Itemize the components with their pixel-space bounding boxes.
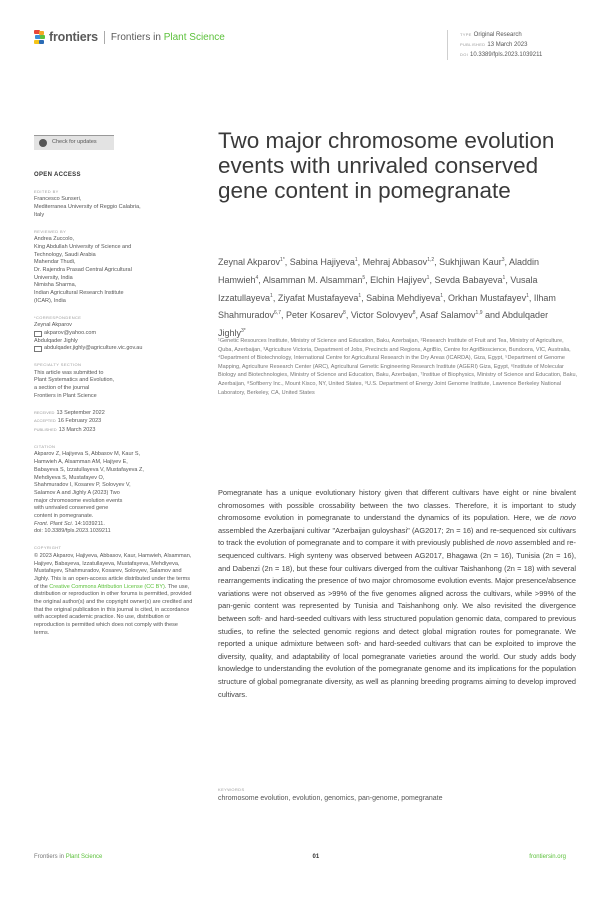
footer-site-link[interactable]: frontiersin.org	[529, 854, 566, 860]
specialty-line: Plant Systematics and Evolution,	[34, 377, 115, 384]
citation-label: CITATION	[34, 443, 56, 449]
reviewed-by-section	[34, 228, 194, 306]
footer-journal-name: Plant Science	[65, 854, 103, 860]
author-affiliation-marker: 8	[412, 310, 416, 317]
accepted-value: 16 February 2023	[57, 418, 102, 425]
sidebar	[34, 135, 194, 646]
keywords-label: KEYWORDS	[218, 787, 245, 792]
citation-line: content in pomegranate.	[34, 513, 94, 520]
specialty-line: This article was submitted to	[34, 369, 104, 376]
correspondent-email[interactable]	[34, 330, 194, 338]
author-name[interactable]: Victor Solovyev	[350, 310, 413, 321]
page-footer	[34, 854, 566, 860]
received-value: 13 September 2022	[56, 409, 105, 416]
author-affiliation-marker: 1*	[280, 257, 285, 263]
citation-line: Shahmuradov I, Kosarev P, Solovyev V,	[34, 482, 131, 489]
published-label: PUBLISHED	[34, 426, 57, 432]
author-name[interactable]: Orkhan Mustafayev	[448, 292, 527, 303]
accepted-label: ACCEPTED	[34, 418, 56, 424]
author-affiliation-marker: 1,9	[475, 310, 483, 317]
citation-line: Babayeva S, Izzatullayeva V, Mustafayeva Z,	[34, 466, 144, 473]
abstract-italic: de novo	[486, 538, 513, 548]
published-value: 13 March 2023	[487, 42, 528, 48]
crossmark-icon	[39, 139, 47, 147]
reviewer-line: Dr. Rajendra Prasad Central Agricultural	[34, 267, 132, 274]
keywords-section	[218, 787, 578, 802]
author-name[interactable]: Sevda Babayeva	[434, 274, 503, 285]
envelope-icon	[34, 346, 42, 352]
citation-journal-line	[34, 521, 194, 529]
article-type	[460, 30, 542, 40]
journal-name	[111, 32, 225, 43]
article-doi	[460, 50, 542, 60]
author-name[interactable]: Sukhjiwan Kaur	[439, 257, 502, 267]
journal-title: Plant Science	[163, 31, 225, 43]
frontiers-logo[interactable]	[34, 30, 225, 44]
author-name[interactable]: Asaf Salamov	[420, 310, 476, 321]
email-link[interactable]: abdulqader.jighly@agriculture.vic.gov.au	[44, 345, 143, 352]
copyright-text-start: © 2023 Akparov, Hajiyeva, Abbasov, Kaur, Hamwieh, Alsamman, Hajiyev, Babayeva, Izzatullayeva, Mustafayeva, Mehdiyeva, Mustafayev, Shahmuradov, Kosarev, Solovyev, Salamov and Jighly. This is an open-access article distributed under the terms of the	[34, 552, 192, 590]
published-date	[34, 426, 194, 435]
editor-line: Italy	[34, 211, 45, 218]
author-name[interactable]: Zeynal Akparov	[218, 257, 281, 267]
author-name[interactable]: Aladdin Hamwieh	[218, 257, 540, 285]
published-value: 13 March 2023	[58, 426, 96, 433]
open-access-label: OPEN ACCESS	[34, 172, 81, 178]
editor-line: Francesco Sunseri,	[34, 196, 82, 203]
citation-line: with unrivaled conserved gene	[34, 505, 109, 512]
author-affiliation-marker: 3*	[241, 328, 246, 335]
citation-line: Mehdiyeva S, Mustafayev O,	[34, 474, 105, 481]
journal-prefix: Frontiers in	[110, 31, 161, 43]
citation-section	[34, 443, 194, 536]
author-affiliation-marker: 1	[270, 292, 273, 299]
author-affiliation-marker: 4	[255, 274, 259, 281]
reviewer-line: Andrea Zuccolo,	[34, 236, 75, 243]
frontiers-logo-icon	[34, 30, 46, 44]
license-link[interactable]: Creative Commons Attribution License (CC BY)	[49, 583, 165, 590]
specialty-section	[34, 361, 194, 401]
accepted-date	[34, 417, 194, 426]
author-name[interactable]: Ilham Shahmuradov	[218, 292, 556, 321]
abstract-text: assembled and re-sequenced cultivars. High synteny was observed between AG2017, Bhagawa (2n = 16), Tunisia (2n = 16), and Dabenzi (2n = 18), but these four cultivars diverged from the cultivar Taishanhong (2n = 18) with several rearrangements indicating the presence of two major chromosome evolution events. Major presence/absence variations were not observed as >99% of the five genomes aligned across the cultivars, while >99% of the pan-genic content was represented by Tunisia and Taishanhong only. We also revisited the divergence between soft- and hard-seeded cultivars with less structured population genomic data, compared to previous studies, to refine the selected genomic regions and detect global migration routes for pomegranate. We reported a unique admixture between soft- and hard-seeded cultivars that can be exploited to improve the diversity, quality, and adaptability of local pomegranate varieties around the world. Our study adds body knowledge to understanding the evolution of the pomegranate genome and its implications for the population structure of global pomegranate diversity, as well as planning breeding programs aiming to develop improved cultivars.	[218, 538, 576, 699]
author-name[interactable]: Elchin Hajiyev	[370, 274, 427, 285]
specialty-line: Frontiers in Plant Science	[34, 392, 97, 399]
author-name[interactable]: Alsamman M. Alsamman	[262, 274, 363, 285]
correspondent-email[interactable]	[34, 345, 194, 353]
check-updates-label: Check for updates	[52, 139, 97, 146]
author-affiliation-marker: 5	[362, 274, 366, 281]
citation-volume: 14:1039211.	[73, 520, 105, 527]
correspondent-name: Abdulqader Jighly	[34, 337, 78, 344]
footer-journal	[34, 854, 102, 860]
footer-journal-prefix: Frontiers in	[34, 854, 65, 860]
author-affiliation-marker: 8	[343, 310, 346, 317]
author-name[interactable]: Mehraj Abbasov	[362, 257, 428, 267]
author-affiliation-marker: 1	[502, 274, 506, 281]
abstract	[218, 487, 576, 701]
author-name[interactable]: Peter Kosarev	[286, 310, 344, 321]
copyright-section	[34, 544, 194, 637]
author-name[interactable]: Vusala Izzatullayeva	[218, 274, 538, 303]
author-affiliation-marker: 1	[354, 257, 358, 263]
copyright-text	[34, 553, 194, 638]
author-affiliation-marker: 1	[526, 292, 529, 299]
abstract-text: assembled the Azerbaijani cultivar "Azerbaijan guloyshasi" (AG2017; 2n = 16) and re-sequenced six cultivars to track the evolution of pomegranate and to compare it with previously published	[218, 525, 576, 548]
citation-journal: Front. Plant Sci.	[34, 520, 74, 527]
page-number: 01	[312, 854, 320, 860]
citation-line: Salamov A and Jighly A (2023) Two	[34, 489, 120, 496]
logo-divider	[104, 31, 105, 44]
article-meta	[447, 30, 542, 60]
reviewed-by-label: REVIEWED BY	[34, 228, 67, 234]
citation-line: major chromosome evolution events	[34, 497, 123, 504]
email-link[interactable]: akparov@yahoo.com	[44, 329, 97, 336]
author-affiliation-marker: 6,7	[274, 310, 281, 317]
article-title: Two major chromosome evolution events with unrivaled conserved gene content in pomegranate	[218, 128, 555, 203]
received-date	[34, 409, 194, 418]
published-label: PUBLISHED	[460, 42, 486, 47]
reviewer-line: Mahendar Thudi,	[34, 259, 76, 266]
citation-line: Akparov Z, Hajiyeva S, Abbasov M, Kaur S,	[34, 451, 141, 458]
doi-label: DOI	[460, 52, 469, 57]
article-published	[460, 40, 542, 50]
specialty-label: SPECIALTY SECTION	[34, 362, 82, 368]
correspondent-name: Zeynal Akparov	[34, 322, 72, 329]
affiliations: ¹Genetic Resources Institute, Ministry of Science and Education, Baku, Azerbaijan, ²Research Institute of Fruit and Tea, Ministry of Agriculture, Quba, Azerbaijan, ³Agriculture Victoria, Department of Jobs, Precincts and Regions, AgriBio, Centre for AgriBioscience, Bundoora, VIC, Australia, ⁴Department of Biotechnology, International Centre for Agricultural Research in the Dry Areas (ICARDA), Giza, Egypt, ⁵Department of Genome Mapping, Agriculture Research Center (ARC), Agricultural Genetic Engineering Research Institute (AGERI) Giza, Egypt, ⁶Institute of Molecular Biology and Biotechnologies, Ministry of Science and Education, Baku, Azerbaijan, ⁷Institue of Biophysics, Ministry of Science and Education, Baku, Azerbaijan, ⁸Softberry Inc., Mount Kisco, NY, United States, ⁹U.S. Department of Energy Joint Genome Institute, Lawrence Berkeley National Laboratory, Berkeley, CA, United States	[218, 338, 578, 396]
edited-by-label: EDITED BY	[34, 188, 59, 194]
logo-wordmark: frontiers	[49, 30, 98, 44]
reviewer-line: Technology, Saudi Arabia	[34, 251, 96, 258]
received-label: RECEIVED	[34, 409, 55, 415]
reviewer-line: (ICAR), India	[34, 297, 66, 304]
type-label: TYPE	[460, 32, 472, 37]
author-name[interactable]: Abdulqader Jighly	[218, 310, 549, 339]
reviewer-line: University, India	[34, 274, 73, 281]
reviewer-line: Indian Agricultural Research Institute	[34, 290, 124, 297]
envelope-icon	[34, 331, 42, 337]
correspondence-label: *CORRESPONDENCE	[34, 314, 82, 320]
abstract-text: Pomegranate has a unique evolutionary history given that different cultivars have eight or nine bivalent chromosomes with possible crossability between the two classes. Therefore, it is important to study chromosome evolution in pomegranate to understand the dynamics of its population. Here, we	[218, 488, 576, 523]
edited-by-section	[34, 188, 194, 220]
author-list: Zeynal Akparov$^{1*}$, Sabina Hajiyeva$^1$, Mehraj Abbasov$^{1,2}$, Sukhjiwan Kaur$^3$, Aladdin Hamwieh$^4$, Alsamman M. Alsamman$^5$, Elchin Hajiyev$^1$, Sevda Babayeva$^1$, Vusala Izzatullayeva$^1$, Ziyafat Mustafayeva$^1$, Sabina Mehdiyeva$^1$, Orkhan Mustafayev$^1$, Ilham Shahmuradov$^{6,7}$, Peter Kosarev$^8$, Victor Solovyev$^8$, Asaf Salamov$^{1,9}$ and Abdulqader Jighly$^{3*}$	[218, 257, 556, 339]
reviewer-line: King Abdullah University of Science and	[34, 243, 132, 250]
author-name[interactable]: Sabina Hajiyeva	[289, 257, 355, 267]
author-affiliation-marker: 3	[501, 257, 505, 263]
correspondence-section	[34, 314, 194, 354]
citation-doi[interactable]: doi: 10.3389/fpls.2023.1039211	[34, 528, 111, 535]
copyright-label: COPYRIGHT	[34, 545, 62, 551]
author-name[interactable]: Sabina Mehdiyeva	[366, 292, 441, 303]
author-affiliation-marker: 1	[440, 292, 444, 299]
specialty-line: a section of the journal	[34, 385, 90, 392]
abstract-italic: de novo	[548, 513, 576, 523]
editor-line: Mediterranea University of Reggio Calabria,	[34, 204, 141, 211]
author-affiliation-marker: 1	[426, 274, 430, 281]
check-for-updates-button[interactable]	[34, 135, 114, 150]
author-affiliation-marker: 1	[358, 292, 362, 299]
doi-link[interactable]: 10.3389/fpls.2023.1039211	[470, 52, 543, 58]
copyright-text-end: . The use, distribution or reproduction in other forums is permitted, provided the original author(s) and the copyright owner(s) are credited and that the original publication in this journal is cited, in accordance with accepted academic practice. No use, distribution or reproduction is permitted which does not comply with these terms.	[34, 583, 193, 636]
author-name[interactable]: Ziyafat Mustafayeva	[277, 292, 359, 303]
type-value: Original Research	[473, 32, 522, 38]
reviewer-line: Nimisha Sharma,	[34, 282, 77, 289]
dates-section	[34, 409, 194, 435]
author-affiliation-marker: 1,2	[427, 257, 435, 263]
keywords-list: chromosome evolution, evolution, genomics, pan-genome, pomegranate	[218, 795, 443, 802]
citation-line: Hamwieh A, Alsamman AM, Hajiyev E,	[34, 459, 128, 466]
